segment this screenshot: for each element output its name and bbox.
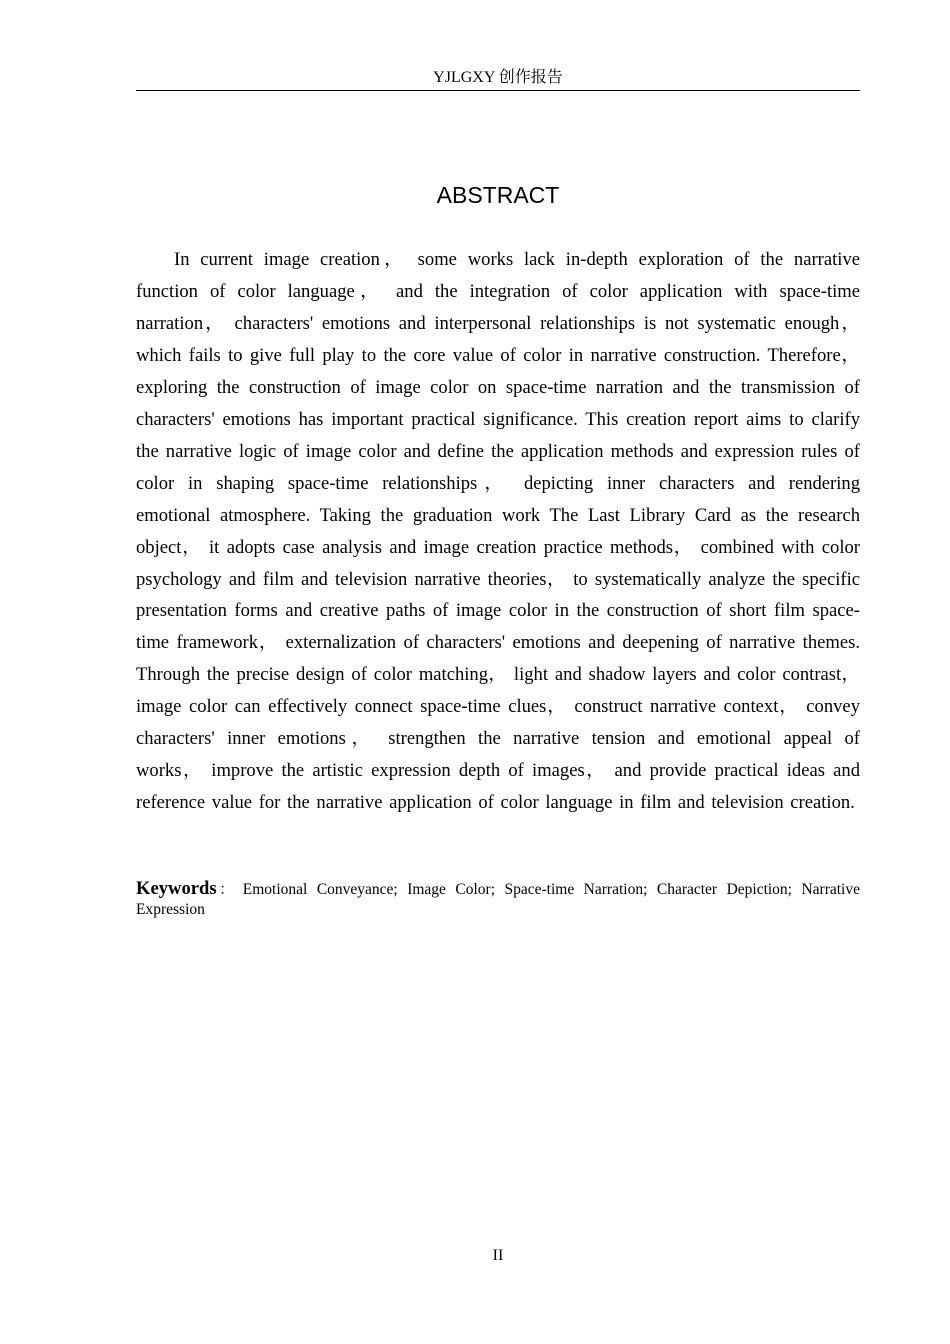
header-text: YJLGXY 创作报告 bbox=[433, 69, 563, 86]
keywords-separator: ： bbox=[216, 882, 237, 898]
abstract-body: In current image creation， some works lack in-depth exploration of the narrative function of color language， and the integration of color application with space-time narration， characters' emotions and interpersonal relationships is not systematic enough， which fails to give full play to the core value of color in narrative construction. Therefore， exploring the construction of image color on space-time narration and the transmission of characters' emotions has important practical significance. This creation report aims to clarify the narrative logic of image color and define the application methods and expression rules of color in shaping space-time relationships， depicting inner characters and rendering emotional atmosphere. Taking the graduation work The Last Library Card as the research object， it adopts case analysis and image creation practice methods， combined with color psychology and film and television narrative theories， to systematically analyze the specific presentation forms and creative paths of image color in the construction of short film space-time framework， externalization of characters' emotions and deepening of narrative themes. Through the precise design of color matching， light and shadow layers and color contrast， image color can effectively connect space-time clues， construct narrative context， convey characters' inner emotions， strengthen the narrative tension and emotional appeal of works， improve the artistic expression depth of images， and provide practical ideas and reference value for the narrative application of color language in film and television creation. bbox=[136, 249, 860, 814]
page-header bbox=[136, 68, 860, 91]
keywords-text: Emotional Conveyance; Image Color; Space-time Narration; Character Depiction; Narrative Expression bbox=[136, 881, 860, 918]
keywords-line bbox=[136, 879, 860, 920]
page-number: II bbox=[492, 1247, 504, 1264]
abstract-title: ABSTRACT bbox=[436, 182, 560, 208]
keywords-label: Keywords bbox=[136, 878, 217, 899]
